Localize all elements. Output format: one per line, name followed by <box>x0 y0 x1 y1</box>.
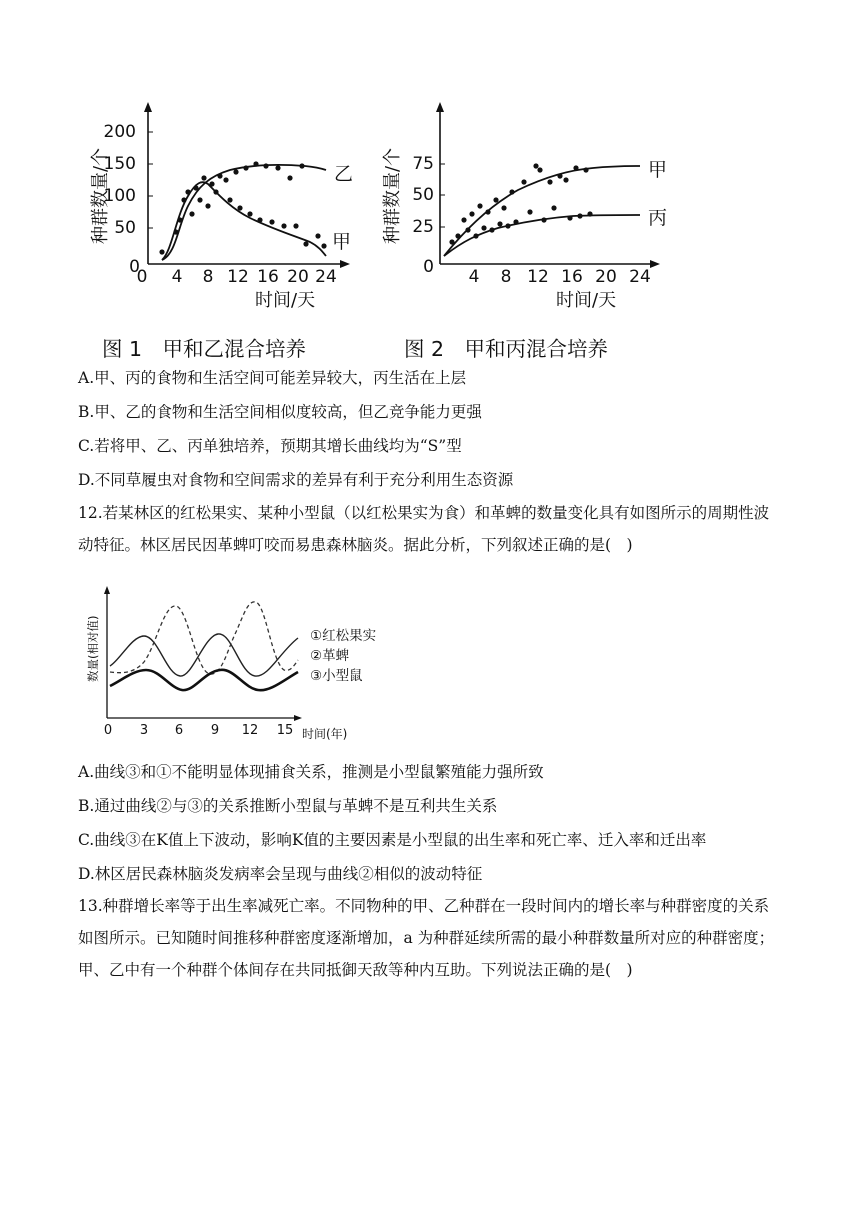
x-tick: 12 <box>241 723 259 738</box>
x-tick: 24 <box>629 267 651 287</box>
curve-jia <box>444 166 640 256</box>
q12-option-c: C.曲线③在K值上下波动，影响K值的主要因素是小型鼠的出生率和死亡率、迁入率和迁出率 <box>78 831 707 849</box>
x-tick: 8 <box>500 267 512 287</box>
q12-option-b: B.通过曲线②与③的关系推断小型鼠与革蜱不是互利共生关系 <box>78 797 498 815</box>
q12-option-a: A.曲线③和①不能明显体现捕食关系，推测是小型鼠繁殖能力强所致 <box>78 763 544 781</box>
y-tick: 0 <box>129 257 140 277</box>
curve-label-jia: 甲 <box>332 231 352 253</box>
q12-stem: 12.若某林区的红松果实、某种小型鼠（以红松果实为食）和革蜱的数量变化具有如图所示的周期性波动特征。林区居民因革蜱叮咬而易患森林脑炎。据此分析，下列叙述正确的是( ) <box>78 504 770 554</box>
x-tick: 16 <box>257 267 279 287</box>
q12-chart <box>80 582 380 752</box>
y-tick: 50 <box>114 218 136 238</box>
x-tick: 0 <box>103 723 113 738</box>
y-axis-label: 数量(相对值) <box>86 615 100 682</box>
x-tick: 12 <box>227 267 249 287</box>
q12-option-d: D.林区居民森林脑炎发病率会呈现与曲线②相似的波动特征 <box>78 865 483 883</box>
figure-2-caption: 图 2 甲和丙混合培养 <box>404 337 609 361</box>
y-tick: 25 <box>412 217 434 237</box>
q13-stem: 13.种群增长率等于出生率减死亡率。不同物种的甲、乙种群在一段时间内的增长率与种群密度的关系如图所示。已知随时间推移种群密度逐渐增加，a 为种群延续所需的最小种群数量所对应的种群密度；甲、乙中有一个种群个体间存在共同抵御天敌等种内互助。下列说法正确的是( ) <box>78 897 775 979</box>
y-tick: 100 <box>103 186 136 206</box>
y-axis-label: 种群数量/个 <box>90 147 111 244</box>
curve-1-red-pine <box>110 634 298 676</box>
y-tick: 200 <box>103 122 136 142</box>
q11-option-b: B.甲、乙的食物和生活空间相似度较高，但乙竞争能力更强 <box>78 403 482 421</box>
figure-1-chart <box>80 96 370 316</box>
x-axis-label: 时间/天 <box>255 290 316 311</box>
curve-3-mouse <box>110 670 298 690</box>
x-tick: 4 <box>468 267 480 287</box>
x-tick: 24 <box>315 267 337 287</box>
x-tick: 6 <box>174 723 184 738</box>
legend-item-1: ①红松果实 <box>310 628 377 644</box>
q11-option-c: C.若将甲、乙、丙单独培养，预期其增长曲线均为“S”型 <box>78 437 462 455</box>
x-origin: 0 <box>136 267 148 287</box>
y-tick: 0 <box>423 257 434 277</box>
x-tick: 20 <box>595 267 617 287</box>
q11-option-d: D.不同草履虫对食物和空间需求的差异有利于充分利用生态资源 <box>78 471 514 489</box>
y-tick: 75 <box>412 154 434 174</box>
x-tick: 16 <box>561 267 583 287</box>
y-axis-label: 种群数量/个 <box>382 147 403 244</box>
data-points <box>449 163 592 244</box>
data-points <box>159 161 326 254</box>
x-axis-label: 时间(年) <box>302 727 348 741</box>
y-tick: 50 <box>412 185 434 205</box>
x-tick: 9 <box>210 723 220 738</box>
x-axis-label: 时间/天 <box>556 290 617 311</box>
x-tick: 3 <box>139 723 149 738</box>
legend-item-2: ②革蜱 <box>310 648 350 664</box>
q11-option-a: A.甲、丙的食物和生活空间可能差异较大，丙生活在上层 <box>78 369 467 387</box>
figure-2-chart <box>378 96 678 316</box>
x-tick: 4 <box>171 267 183 287</box>
x-tick: 8 <box>202 267 214 287</box>
legend-item-3: ③小型鼠 <box>310 668 363 684</box>
curve-yi <box>162 165 326 260</box>
x-tick: 20 <box>287 267 309 287</box>
x-tick: 15 <box>276 723 294 738</box>
curve-label-jia: 甲 <box>648 159 668 181</box>
x-tick: 12 <box>527 267 549 287</box>
figure-1-caption: 图 1 甲和乙混合培养 <box>102 337 307 361</box>
curve-label-yi: 乙 <box>334 163 354 185</box>
y-tick: 150 <box>103 154 136 174</box>
curve-label-bing: 丙 <box>648 207 668 229</box>
